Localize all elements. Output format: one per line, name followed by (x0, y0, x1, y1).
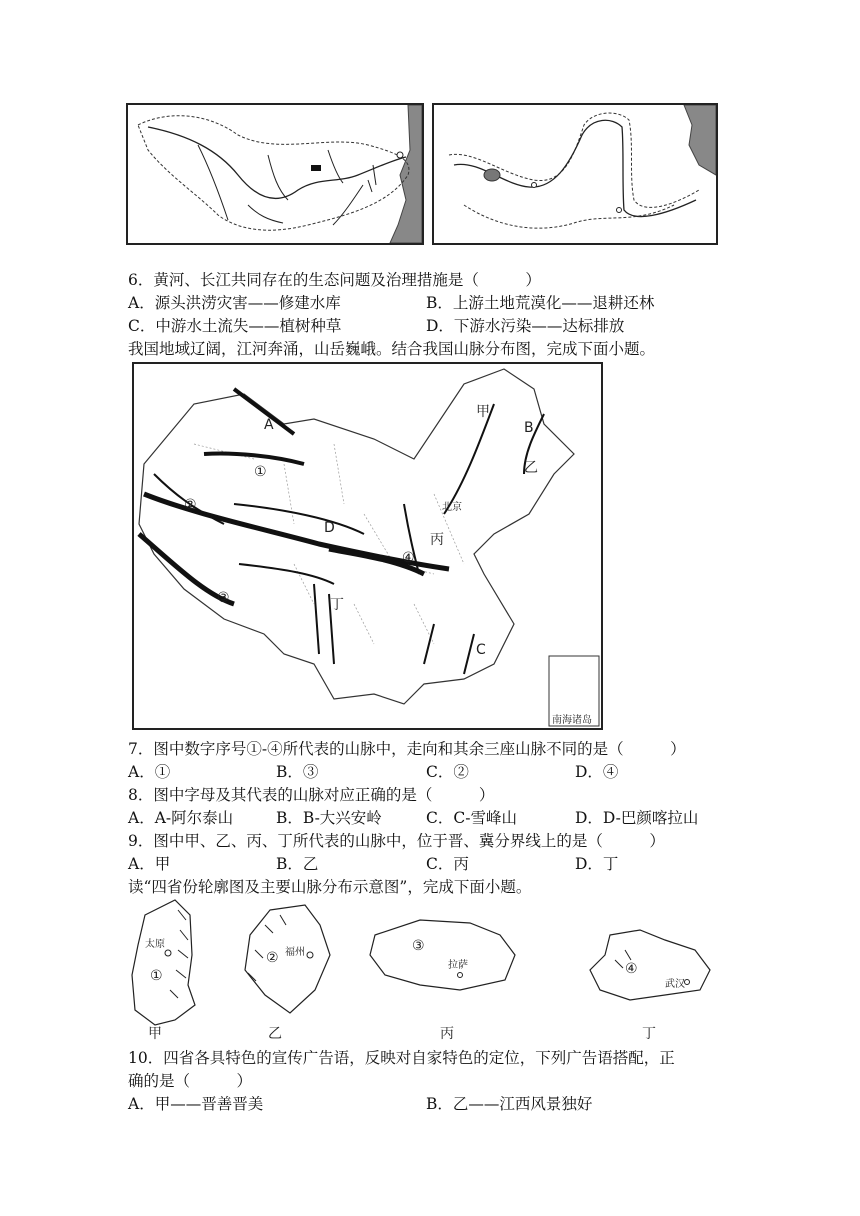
mountain-intro: 我国地域辽阔，江河奔涌，山岳巍峨。结合我国山脉分布图，完成下面小题。 (128, 340, 656, 358)
province-4-number: ④ (625, 961, 638, 977)
map-label-b: B (524, 420, 534, 436)
province-1-label: 甲 (148, 1026, 162, 1040)
province-4-city: 武汉 (665, 979, 685, 990)
map-label-2: ② (184, 497, 197, 513)
question-10-stem-line1: 10．四省各具特色的宣传广告语，反映对自家特色的定位，下列广告语搭配，正 (128, 1049, 675, 1067)
q7-option-b: B．③ (276, 763, 319, 781)
map-label-beijing: 北京 (442, 502, 462, 513)
yellow-river-map (432, 103, 718, 245)
question-9-stem: 9．图中甲、乙、丙、丁所代表的山脉中，位于晋、冀分界线上的是（ ） (128, 832, 665, 850)
province-2-city: 福州 (285, 947, 305, 958)
china-mountain-map (132, 362, 603, 730)
q9-option-d: D．丁 (575, 855, 619, 873)
q9-option-a: A．甲 (128, 855, 171, 873)
q10-option-b: B．乙——江西风景独好 (426, 1095, 593, 1113)
q7-option-d: D．④ (575, 763, 619, 781)
map-label-a: A (264, 417, 274, 433)
map-label-3: ③ (217, 590, 230, 606)
q8-option-d: D．D-巴颜喀拉山 (575, 809, 699, 827)
province-1-number: ① (150, 968, 163, 984)
question-7-stem: 7．图中数字序号①-④所代表的山脉中，走向和其余三座山脉不同的是（ ） (128, 740, 686, 758)
province-4-label: 丁 (642, 1026, 656, 1040)
q8-option-a: A．A-阿尔泰山 (128, 809, 234, 827)
map-inset-label: 南海诸岛 (552, 715, 592, 726)
map-label-yi: 乙 (524, 460, 538, 476)
map-label-c: C (476, 642, 486, 658)
province-3-city: 拉萨 (448, 960, 468, 971)
map-label-jia: 甲 (476, 404, 490, 420)
question-8-stem: 8．图中字母及其代表的山脉对应正确的是（ ） (128, 786, 495, 804)
province-intro: 读“四省份轮廓图及主要山脉分布示意图”，完成下面小题。 (128, 878, 532, 896)
yangtze-river-map (126, 103, 424, 245)
question-10-stem-line2: 确的是（ ） (128, 1072, 253, 1090)
province-3-number: ③ (412, 938, 425, 954)
map-label-d: D (324, 520, 335, 536)
q9-option-b: B．乙 (276, 855, 319, 873)
q7-option-a: A．① (128, 763, 171, 781)
map-label-1: ① (254, 464, 267, 480)
q8-option-c: C．C-雪峰山 (426, 809, 517, 827)
q6-option-a: A．源头洪涝灾害——修建水库 (128, 294, 341, 312)
q8-option-b: B．B-大兴安岭 (276, 809, 382, 827)
q6-option-d: D．下游水污染——达标排放 (426, 317, 625, 335)
map-label-4: ④ (402, 550, 415, 566)
province-2-number: ② (266, 950, 279, 966)
province-outlines-figure (120, 895, 740, 1040)
map-label-bing: 丙 (430, 532, 444, 548)
q6-option-c: C．中游水土流失——植树种草 (128, 317, 342, 335)
province-3-label: 丙 (440, 1026, 454, 1040)
province-2-label: 乙 (268, 1026, 282, 1040)
map-label-ding: 丁 (330, 597, 344, 613)
question-6-stem: 6．黄河、长江共同存在的生态问题及治理措施是（ ） (128, 271, 541, 289)
q6-option-b: B．上游土地荒漠化——退耕还林 (426, 294, 655, 312)
q10-option-a: A．甲——晋善晋美 (128, 1095, 264, 1113)
province-1-city: 太原 (145, 939, 165, 950)
q7-option-c: C．② (426, 763, 469, 781)
q9-option-c: C．丙 (426, 855, 469, 873)
